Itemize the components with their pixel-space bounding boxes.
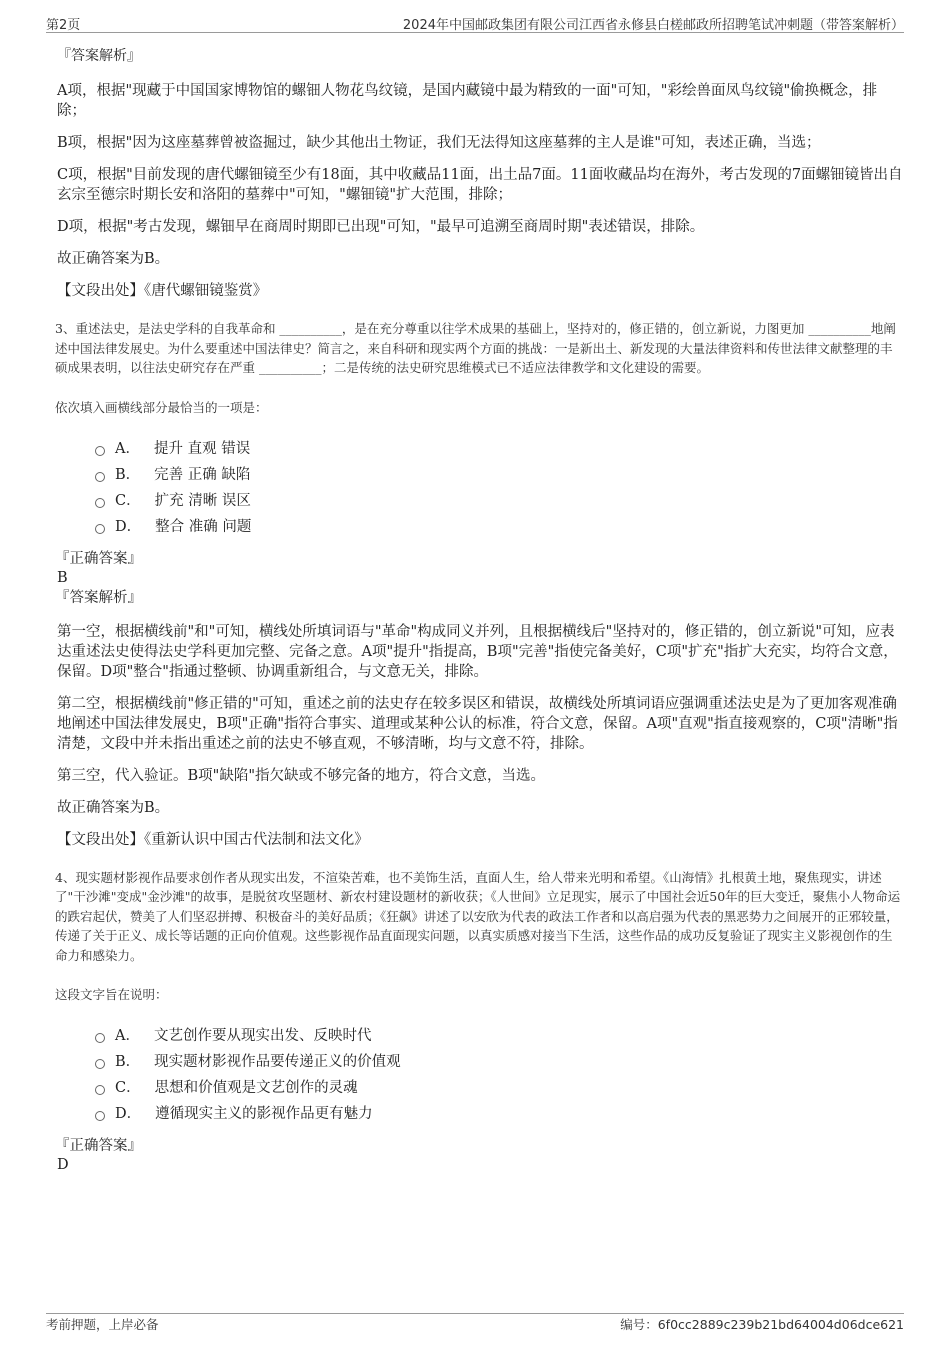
- q4-option-c[interactable]: C． 思想和价值观是文艺创作的灵魂: [95, 1075, 904, 1101]
- q3-option-b[interactable]: B． 完善 正确 缺陷: [95, 462, 904, 488]
- q4-option-b[interactable]: B． 现实题材影视作品要传递正义的价值观: [95, 1049, 904, 1075]
- q2-analysis-label: 『答案解析』: [57, 48, 141, 64]
- radio-icon[interactable]: [95, 446, 105, 456]
- q2-conclusion: 故正确答案为B。: [57, 251, 170, 267]
- q2-analysis-c: C项，根据"目前发现的唐代螺钿镜至少有18面，其中收藏品11面，出土品7面。11面收藏品均在海外，考古发现的7面螺钿镜皆出自玄宗至德宗时期长安和洛阳的墓葬中"可知，"螺钿镜"扩大范围，排除；: [57, 167, 903, 203]
- radio-icon[interactable]: [95, 498, 105, 508]
- footer-slogan: 考前押题，上岸必备: [46, 1317, 159, 1332]
- radio-icon[interactable]: [95, 1033, 105, 1043]
- q4-correct-answer: D: [57, 1157, 69, 1173]
- radio-icon[interactable]: [95, 1085, 105, 1095]
- q4-block: [55, 868, 904, 1175]
- q2-analysis-b: B项，根据"因为这座墓葬曾被盗掘过，缺少其他出土物证，我们无法得知这座墓葬的主人是谁"可知，表述正确，当选；: [57, 135, 821, 151]
- q3-prompt: 依次填入画横线部分最恰当的一项是：: [55, 399, 268, 415]
- q3-analysis-label: 『答案解析』: [55, 589, 142, 606]
- q3-conclusion: 故正确答案为B。: [57, 799, 170, 816]
- q3-option-c[interactable]: C． 扩充 清晰 误区: [95, 488, 904, 514]
- q4-correct-label: 『正确答案』: [55, 1138, 142, 1154]
- q3-option-a[interactable]: A． 提升 直观 错误: [95, 436, 904, 462]
- q3-block: [55, 319, 904, 850]
- q2-source: 【文段出处】《唐代螺钿镜鉴赏》: [57, 283, 268, 299]
- q2-analysis: [55, 45, 904, 301]
- document-title: 2024年中国邮政集团有限公司江西省永修县白槎邮政所招聘笔试冲刺题（带答案解析）: [402, 18, 904, 33]
- q3-analysis-3: 第三空，代入验证。B项"缺陷"指欠缺或不够完备的地方，符合文意，当选。: [57, 767, 545, 784]
- q3-correct-label: 『正确答案』: [55, 550, 142, 567]
- radio-icon[interactable]: [95, 472, 105, 482]
- q4-options: [95, 1023, 904, 1127]
- q3-correct-answer: B: [57, 569, 68, 586]
- q2-analysis-d: D项，根据"考古发现，螺钿早在商周时期即已出现"可知，"最早可追溯至商周时期"表述错误，排除。: [57, 219, 705, 235]
- q3-source: 【文段出处】《重新认识中国古代法制和法文化》: [57, 831, 369, 848]
- radio-icon[interactable]: [95, 1059, 105, 1069]
- q3-option-d[interactable]: D． 整合 准确 问题: [95, 514, 904, 540]
- q3-text: 3、重述法史，是法史学科的自我革命和 __________，是在充分尊重以往学术成果的基础上，坚持对的，修正错的，创立新说，力图更加 __________地阐述中国法律发展史。为什么要重述中国法律史？简言之，来自科研和现实两个方面的挑战：一是新出土、新发现的大量法律资料和传世法律文献整理的丰硕成果表明，以往法史研究存在严重 __________；二是传统的法史研究思维模式已不适应法律教学和文化建设的需要。: [55, 321, 896, 375]
- q4-option-a[interactable]: A． 文艺创作要从现实出发、反映时代: [95, 1023, 904, 1049]
- q4-option-d[interactable]: D． 遵循现实主义的影视作品更有魅力: [95, 1101, 904, 1127]
- page-header: [46, 12, 904, 33]
- q3-analysis-2: 第二空，根据横线前"修正错的"可知，重述之前的法史存在较多误区和错误，故横线处所填词语应强调重述法史是为了更加客观准确地阐述中国法律发展史，B项"正确"指符合事实、道理或某种公认的标准，符合文意，保留。A项"直观"指直接观察的，C项"清晰"指清楚，文段中并未指出重述之前的法史不够直观，不够清晰，均与文意不符，排除。: [57, 695, 898, 752]
- radio-icon[interactable]: [95, 1111, 105, 1121]
- q4-prompt: 这段文字旨在说明：: [55, 987, 168, 1002]
- q2-analysis-a: A项，根据"现藏于中国国家博物馆的螺钿人物花鸟纹镜，是国内藏镜中最为精致的一面"可知，"彩绘兽面凤鸟纹镜"偷换概念，排除；: [57, 83, 878, 119]
- q4-text: 4、现实题材影视作品要求创作者从现实出发，不渲染苦难，也不美饰生活，直面人生，给人带来光明和希望。《山海情》扎根黄土地，聚焦现实，讲述了"干沙滩"变成"金沙滩"的故事，是脱贫攻坚题材、新农村建设题材的新收获；《人世间》立足现实，展示了中国社会近50年的巨大变迁，聚焦小人物命运的跌宕起伏，赞美了人们坚忍拼搏、积极奋斗的美好品质；《狂飙》讲述了以安欣为代表的政法工作者和以高启强为代表的黑恶势力之间展开的正邪较量，传递了关于正义、成长等话题的正向价值观。这些影视作品直面现实问题，以真实质感对接当下生活，这些作品的成功反复验证了现实主义影视创作的生命力和感染力。: [55, 869, 901, 963]
- footer-serial: 编号：6f0cc2889c239b21bd64004d06dce621: [620, 1317, 904, 1332]
- page-content: [55, 45, 904, 1176]
- page-number: 第2页: [46, 18, 81, 33]
- page-footer: [46, 1313, 904, 1334]
- q3-options: [95, 436, 904, 540]
- radio-icon[interactable]: [95, 524, 105, 534]
- q3-analysis-1: 第一空，根据横线前"和"可知，横线处所填词语与"革命"构成同义并列，且根据横线后"坚持对的，修正错的，创立新说"可知，应表达重述法史使得法史学科更加完整、完备之意。A项"提升"指提高，B项"完善"指使完备美好，C项"扩充"指扩大充实，均符合文意，保留。D项"整合"指通过整顿、协调重新组合，与文意无关，排除。: [57, 623, 898, 680]
